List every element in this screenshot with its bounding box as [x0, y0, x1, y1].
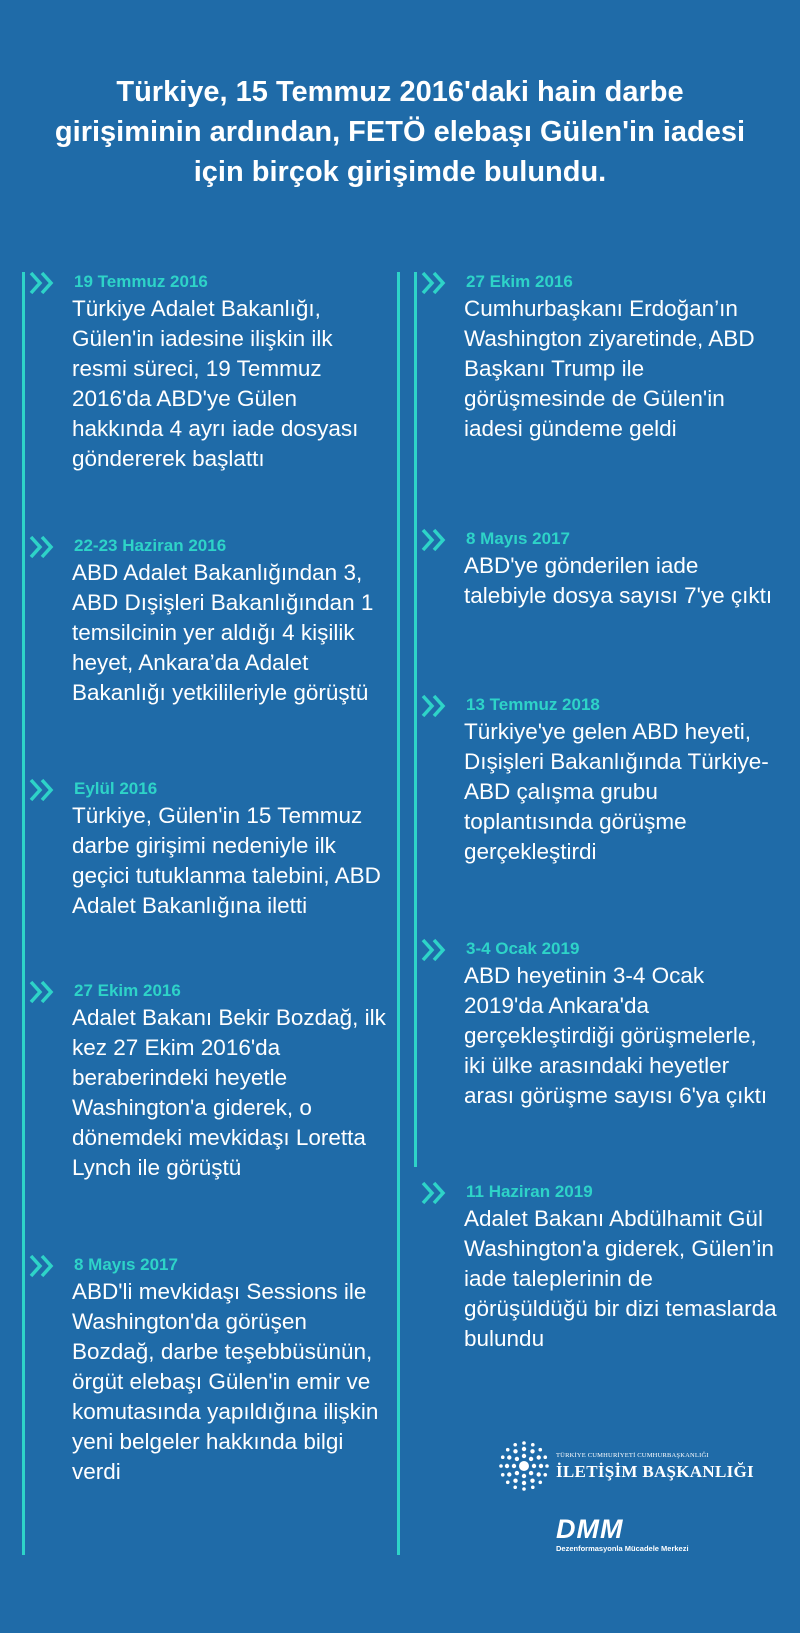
double-chevron-right-icon	[29, 979, 57, 1005]
org-name: İLETİŞİM BAŞKANLIĞI	[556, 1462, 754, 1481]
emblem-icon	[498, 1440, 550, 1492]
entry-date: 27 Ekim 2016	[466, 272, 573, 291]
entry-date: 11 Haziran 2019	[466, 1182, 593, 1201]
entry-text: Türkiye'ye gelen ABD heyeti, Dışişleri Bakanlığında Türkiye-ABD çalışma grubu toplantısında görüşme gerçekleştirdi	[464, 719, 769, 864]
entry-text: ABD heyetinin 3-4 Ocak 2019'da Ankara'da gerçekleştirdiği görüşmelerle, iki ülke arasındaki heyetler arası görüşme sayısı 6'ya çıktı	[464, 963, 768, 1108]
entry-date: 19 Temmuz 2016	[74, 272, 208, 291]
timeline-right	[414, 272, 784, 1351]
org-small-label: TÜRKİYE CUMHURİYETİ CUMHURBAŞKANLIĞI	[556, 1452, 709, 1459]
entry-date: Eylül 2016	[74, 779, 158, 798]
double-chevron-right-icon	[29, 534, 57, 560]
entry-text: Cumhurbaşkanı Erdoğan’ın Washington ziyaretinde, ABD Başkanı Trump ile görüşmesinde de Gülen'in iadesi gündeme geldi	[464, 296, 755, 441]
entry-text: Türkiye, Gülen'in 15 Temmuz darbe girişimi nedeniyle ilk geçici tutuklanma talebini, ABD Adalet Bakanlığına iletti	[72, 803, 381, 918]
entry-text: ABD'li mevkidaşı Sessions ile Washington'da görüşen Bozdağ, darbe teşebbüsünün, örgüt elebaşı Gülen'in emir ve komutasında yapıldığına ilişkin yeni belgeler hakkında bilgi verdi	[72, 1279, 379, 1484]
double-chevron-right-icon	[421, 527, 449, 553]
entry-date: 3-4 Ocak 2019	[466, 939, 580, 958]
entry-date: 13 Temmuz 2018	[466, 695, 600, 714]
double-chevron-right-icon	[29, 1253, 57, 1279]
entry-date: 8 Mayıs 2017	[466, 529, 570, 548]
entry-date: 8 Mayıs 2017	[74, 1255, 178, 1274]
timeline-left	[22, 272, 400, 1555]
entry-text: Türkiye Adalet Bakanlığı, Gülen'in iadesine ilişkin ilk resmi süreci, 19 Temmuz 2016'da ABD'ye Gülen hakkında 4 ayrı iade dosyası göndererek başlattı	[72, 296, 359, 471]
double-chevron-right-icon	[421, 693, 449, 719]
dmm-logo: DMM	[556, 1514, 624, 1544]
double-chevron-right-icon	[29, 270, 57, 296]
dmm-subtitle: Dezenformasyonla Mücadele Merkezi	[556, 1544, 689, 1553]
entry-text: Adalet Bakanı Abdülhamit Gül Washington'a giderek, Gülen’in iade taleplerinin de görüşüldüğü bir dizi temaslarda bulundu	[464, 1206, 777, 1351]
double-chevron-right-icon	[421, 937, 449, 963]
page-title: Türkiye, 15 Temmuz 2016'daki hain darbe girişiminin ardından, FETÖ elebaşı Gülen'in iadesi için birçok girişimde bulundu.	[54, 76, 746, 188]
entry-date: 22-23 Haziran 2016	[74, 536, 227, 555]
entry-date: 27 Ekim 2016	[74, 981, 181, 1000]
entry-text: ABD'ye gönderilen iade talebiyle dosya sayısı 7'ye çıktı	[464, 553, 773, 608]
double-chevron-right-icon	[421, 270, 449, 296]
double-chevron-right-icon	[29, 777, 57, 803]
entry-text: Adalet Bakanı Bekir Bozdağ, ilk kez 27 Ekim 2016'da beraberindeki heyetle Washington'a giderek, o dönemdeki mevkidaşı Loretta Lynch ile görüştü	[72, 1005, 386, 1180]
double-chevron-right-icon	[421, 1180, 449, 1206]
entry-text: ABD Adalet Bakanlığından 3, ABD Dışişleri Bakanlığından 1 temsilcinin yer aldığı 4 kişilik heyet, Ankara’da Adalet Bakanlığı yetkilileriyle görüştü	[72, 560, 374, 705]
